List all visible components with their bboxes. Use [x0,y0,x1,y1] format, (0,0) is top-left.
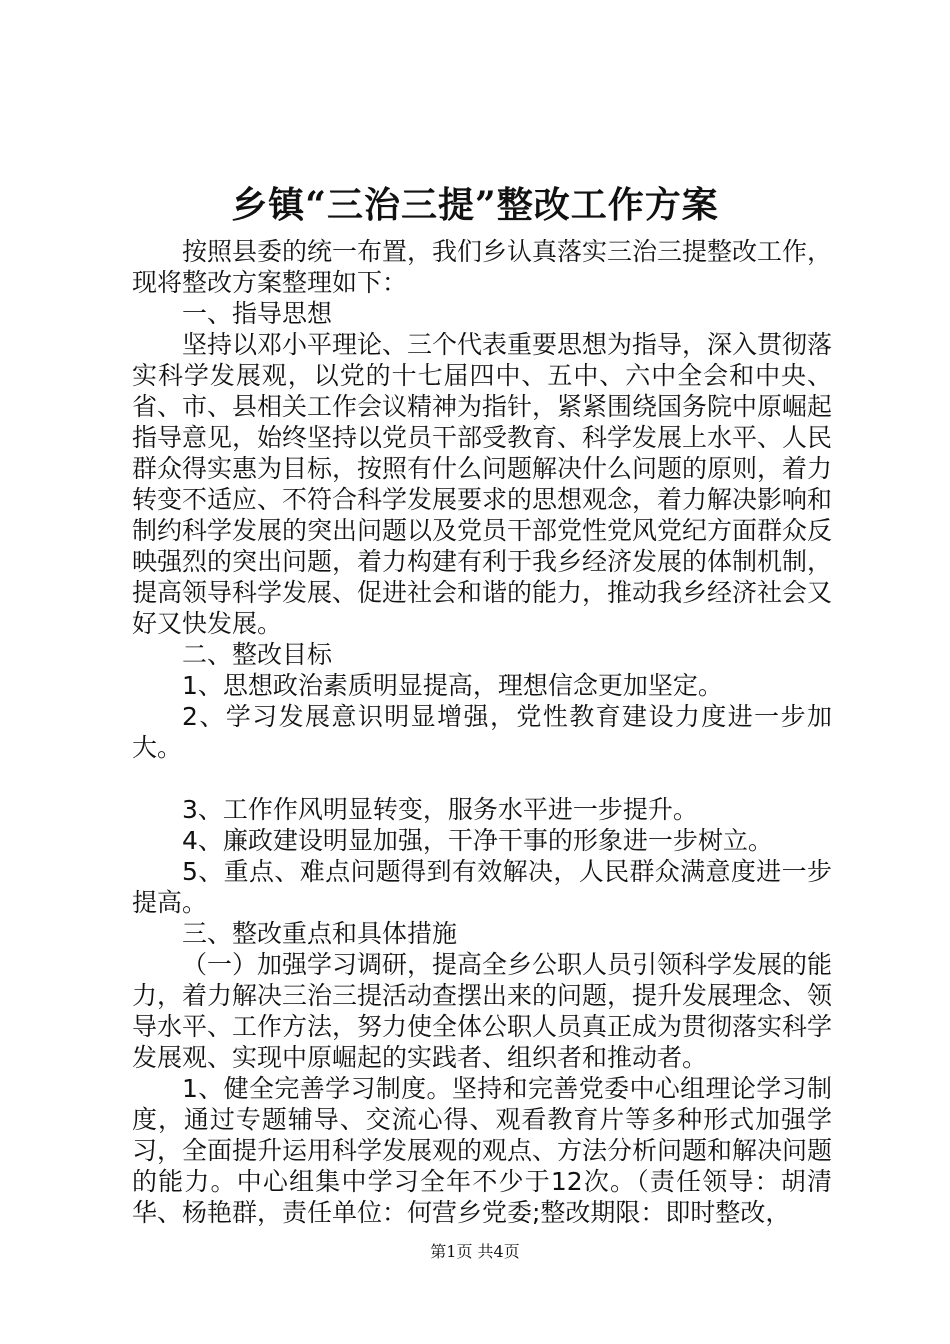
goal-item: 3、工作作风明显转变，服务水平进一步提升。 [182,795,698,824]
guiding-ideology-paragraph: 坚持以邓小平理论、三个代表重要思想为指导，深入贯彻落实科学发展观，以党的十七届四中、五中、六中全会和中央、省、市、县相关工作会议精神为指针，紧紧围绕国务院中原崛起指导意见，始终坚持以党员干部受教育、科学发展上水平、人民群众得实惠为目标，按照有什么问题解决什么问题的原则，着力转变不适应、不符合科学发展要求的思想观念，着力解决影响和制约科学发展的突出问题以及党员干部党性党风党纪方面群众反映强烈的突出问题，着力构建有利于我乡经济发展的体制机制，提高领导科学发展、促进社会和谐的能力，推动我乡经济社会又好又快发展。 [132,330,833,638]
section-heading-goals: 二、整改目标 [182,640,333,669]
measure-paragraph: （一）加强学习调研，提高全乡公职人员引领科学发展的能力，着力解决三治三提活动查摆出来的问题，提升发展理念、领导水平、工作方法，努力使全体公职人员真正成为贯彻落实科学发展观、实现中原崛起的实践者、组织者和推动者。 [132,950,833,1072]
section-heading-measures: 三、整改重点和具体措施 [182,919,458,948]
goal-item: 1、思想政治素质明显提高，理想信念更加坚定。 [182,671,723,700]
document-body [132,236,832,1228]
goal-item: 5、重点、难点问题得到有效解决，人民群众满意度进一步提高。 [132,857,832,917]
document-title: 乡镇“三治三提”整改工作方案 [231,184,719,226]
measure-item: 1、健全完善学习制度。坚持和完善党委中心组理论学习制度，通过专题辅导、交流心得、观看教育片等多种形式加强学习，全面提升运用科学发展观的观点、方法分析问题和解决问题的能力。中心组集中学习全年不少于12次。（责任领导：胡清华、杨艳群，责任单位：何营乡党委;整改期限：即时整改， [132,1074,833,1227]
intro-paragraph: 按照县委的统一布置，我们乡认真落实三治三提整改工作，现将整改方案整理如下： [132,237,833,297]
goal-item: 4、廉政建设明显加强，干净干事的形象进一步树立。 [182,826,773,855]
page-footer: 第1页 共4页 [430,1242,520,1261]
goal-item: 2、学习发展意识明显增强，党性教育建设力度进一步加大。 [132,702,832,762]
section-heading-guiding-ideology: 一、指导思想 [182,299,333,328]
